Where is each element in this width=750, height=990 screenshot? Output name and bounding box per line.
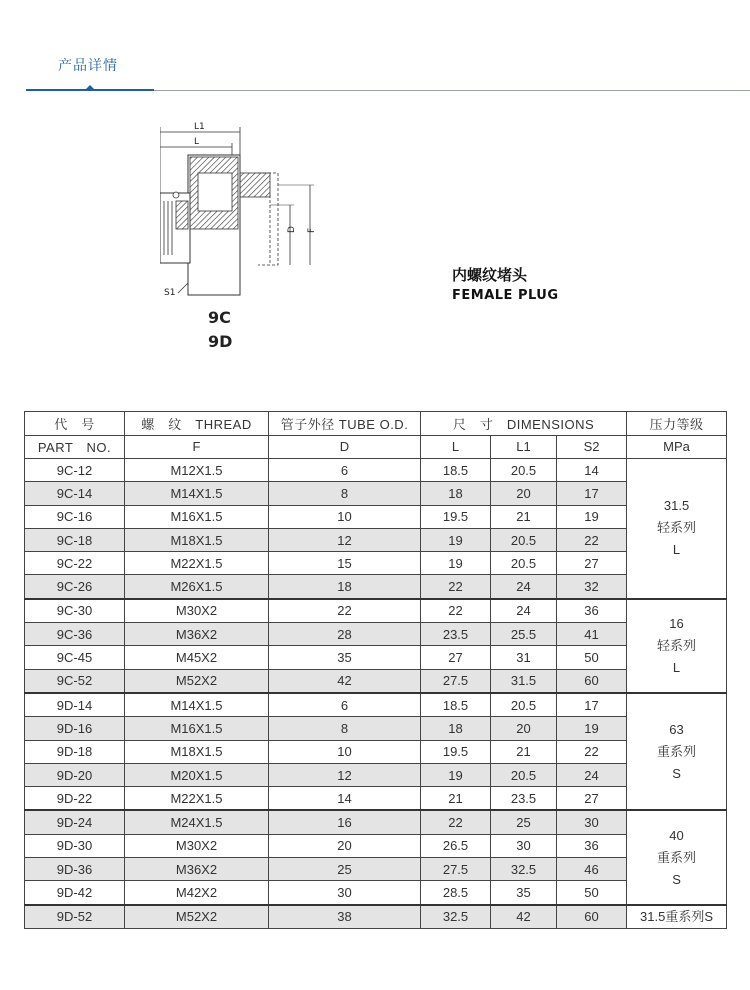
product-name-en: FEMALE PLUG <box>452 288 559 303</box>
divider <box>154 90 750 91</box>
cell-l: 32.5 <box>421 905 491 929</box>
cell-s2: 24 <box>557 763 627 786</box>
cell-part: 9D-16 <box>25 717 125 740</box>
cell-part: 9C-36 <box>25 623 125 646</box>
cell-s2: 19 <box>557 505 627 528</box>
cell-l1: 20 <box>491 717 557 740</box>
cell-s2: 17 <box>557 693 627 717</box>
cell-l1: 20 <box>491 482 557 505</box>
cell-thread: M18X1.5 <box>125 740 269 763</box>
cell-l: 23.5 <box>421 623 491 646</box>
header-part-no: PART NO. <box>25 435 125 459</box>
cell-thread: M14X1.5 <box>125 693 269 717</box>
tab-caret-icon <box>86 85 94 89</box>
cell-d: 18 <box>269 575 421 599</box>
table-header-row <box>25 412 727 436</box>
table-row <box>25 646 727 669</box>
pressure-group-cell <box>627 459 727 599</box>
cell-s2: 30 <box>557 810 627 834</box>
table-row <box>25 482 727 505</box>
cell-part: 9C-45 <box>25 646 125 669</box>
cell-part: 9C-18 <box>25 528 125 551</box>
cell-l1: 20.5 <box>491 459 557 482</box>
pressure-group-cell <box>627 693 727 810</box>
cell-thread: M14X1.5 <box>125 482 269 505</box>
table-row <box>25 763 727 786</box>
dim-label-l: L <box>194 137 200 147</box>
cell-d: 30 <box>269 881 421 905</box>
cell-part: 9D-24 <box>25 810 125 834</box>
cell-s2: 22 <box>557 528 627 551</box>
cell-d: 10 <box>269 740 421 763</box>
dim-label-f: F <box>307 227 317 233</box>
pressure-code: S <box>672 765 681 781</box>
table-row <box>25 575 727 599</box>
cell-thread: M30X2 <box>125 599 269 623</box>
cell-s2: 60 <box>557 905 627 929</box>
cell-l: 28.5 <box>421 881 491 905</box>
spec-table <box>24 411 727 929</box>
cell-l1: 25.5 <box>491 623 557 646</box>
cell-s2: 46 <box>557 858 627 881</box>
cell-thread: M12X1.5 <box>125 459 269 482</box>
cell-l: 19.5 <box>421 740 491 763</box>
table-row <box>25 528 727 551</box>
tab-bar <box>26 48 750 94</box>
cell-l: 27 <box>421 646 491 669</box>
dim-label-d: D <box>287 226 297 233</box>
cell-s2: 27 <box>557 552 627 575</box>
cell-l1: 30 <box>491 834 557 857</box>
cell-d: 15 <box>269 552 421 575</box>
cell-l: 19 <box>421 763 491 786</box>
pressure-series: 轻系列 <box>657 520 697 536</box>
cell-l: 27.5 <box>421 669 491 693</box>
table-row <box>25 905 727 929</box>
cell-l1: 21 <box>491 740 557 763</box>
cell-s2: 22 <box>557 740 627 763</box>
pressure-value: 31.5 <box>663 498 690 514</box>
pressure-group-cell <box>627 599 727 693</box>
cell-part: 9D-14 <box>25 693 125 717</box>
cell-s2: 41 <box>557 623 627 646</box>
cell-s2: 32 <box>557 575 627 599</box>
table-row <box>25 810 727 834</box>
cell-part: 9C-26 <box>25 575 125 599</box>
product-drawing <box>160 115 330 305</box>
cell-part: 9D-52 <box>25 905 125 929</box>
header-d: D <box>269 435 421 459</box>
pressure-group-cell <box>627 810 727 904</box>
cell-d: 16 <box>269 810 421 834</box>
header-pressure: 压力等级 <box>627 412 727 436</box>
cell-part: 9C-14 <box>25 482 125 505</box>
cell-l: 19 <box>421 552 491 575</box>
cell-part: 9D-36 <box>25 858 125 881</box>
cell-l: 22 <box>421 810 491 834</box>
table-row <box>25 787 727 811</box>
cell-d: 35 <box>269 646 421 669</box>
header-f: F <box>125 435 269 459</box>
pressure-value: 31.5重系列S <box>640 908 714 924</box>
product-name-cn: 内螺纹堵头 <box>452 266 528 284</box>
cell-d: 22 <box>269 599 421 623</box>
header-l: L <box>421 435 491 459</box>
table-row <box>25 858 727 881</box>
pressure-series: 轻系列 <box>657 637 697 653</box>
cell-thread: M36X2 <box>125 858 269 881</box>
product-code-9c: 9C <box>208 308 231 327</box>
pressure-code: L <box>672 542 681 558</box>
cell-part: 9D-22 <box>25 787 125 811</box>
header-thread: 螺 纹 THREAD <box>125 412 269 436</box>
cell-l: 18 <box>421 482 491 505</box>
cell-d: 14 <box>269 787 421 811</box>
cell-thread: M52X2 <box>125 905 269 929</box>
cell-part: 9D-18 <box>25 740 125 763</box>
pressure-value: 40 <box>669 827 684 843</box>
cell-l: 18.5 <box>421 459 491 482</box>
cell-part: 9D-20 <box>25 763 125 786</box>
cell-thread: M42X2 <box>125 881 269 905</box>
table-row <box>25 881 727 905</box>
cell-l1: 25 <box>491 810 557 834</box>
product-code-9d: 9D <box>208 332 233 351</box>
cell-d: 12 <box>269 763 421 786</box>
pressure-value: 16 <box>669 615 684 631</box>
cell-thread: M18X1.5 <box>125 528 269 551</box>
tab-product-details[interactable]: 产品详情 <box>58 58 118 74</box>
cell-l1: 42 <box>491 905 557 929</box>
cell-s2: 14 <box>557 459 627 482</box>
cell-l1: 32.5 <box>491 858 557 881</box>
cell-l1: 31.5 <box>491 669 557 693</box>
cell-thread: M16X1.5 <box>125 505 269 528</box>
cell-l1: 23.5 <box>491 787 557 811</box>
cell-d: 6 <box>269 693 421 717</box>
header-part: 代 号 <box>25 412 125 436</box>
cell-l1: 20.5 <box>491 763 557 786</box>
table-row <box>25 552 727 575</box>
cell-s2: 60 <box>557 669 627 693</box>
cell-d: 28 <box>269 623 421 646</box>
cell-d: 20 <box>269 834 421 857</box>
cell-l: 19.5 <box>421 505 491 528</box>
cell-thread: M26X1.5 <box>125 575 269 599</box>
cell-thread: M20X1.5 <box>125 763 269 786</box>
header-l1: L1 <box>491 435 557 459</box>
cell-l1: 20.5 <box>491 552 557 575</box>
table-header-row <box>25 435 727 459</box>
dim-label-s1: S1 <box>164 288 176 298</box>
pressure-series: 重系列 <box>657 849 697 865</box>
cell-l: 21 <box>421 787 491 811</box>
header-s2: S2 <box>557 435 627 459</box>
cell-s2: 17 <box>557 482 627 505</box>
table-row <box>25 623 727 646</box>
cell-s2: 50 <box>557 646 627 669</box>
pressure-value: 63 <box>669 721 684 737</box>
table-row <box>25 717 727 740</box>
cell-l1: 21 <box>491 505 557 528</box>
cell-part: 9C-52 <box>25 669 125 693</box>
table-row <box>25 669 727 693</box>
pressure-code: L <box>672 659 681 675</box>
cell-thread: M30X2 <box>125 834 269 857</box>
cell-s2: 36 <box>557 599 627 623</box>
cell-l: 18 <box>421 717 491 740</box>
cell-l: 22 <box>421 575 491 599</box>
table-row <box>25 740 727 763</box>
cell-s2: 27 <box>557 787 627 811</box>
cell-part: 9C-16 <box>25 505 125 528</box>
cell-l1: 20.5 <box>491 693 557 717</box>
cell-l1: 24 <box>491 599 557 623</box>
cell-l1: 20.5 <box>491 528 557 551</box>
cell-l: 19 <box>421 528 491 551</box>
pressure-group-cell <box>627 905 727 929</box>
cell-thread: M24X1.5 <box>125 810 269 834</box>
cell-d: 8 <box>269 717 421 740</box>
cell-part: 9D-42 <box>25 881 125 905</box>
cell-thread: M22X1.5 <box>125 787 269 811</box>
cell-l1: 35 <box>491 881 557 905</box>
cell-thread: M52X2 <box>125 669 269 693</box>
dim-label-l1: L1 <box>194 122 205 132</box>
table-row <box>25 505 727 528</box>
cell-s2: 50 <box>557 881 627 905</box>
cell-l: 22 <box>421 599 491 623</box>
header-tube: 管子外径 TUBE O.D. <box>269 412 421 436</box>
cell-d: 6 <box>269 459 421 482</box>
cell-thread: M36X2 <box>125 623 269 646</box>
cell-part: 9C-30 <box>25 599 125 623</box>
cell-d: 12 <box>269 528 421 551</box>
table-body <box>25 459 727 929</box>
cell-s2: 19 <box>557 717 627 740</box>
cell-l: 26.5 <box>421 834 491 857</box>
cell-l: 27.5 <box>421 858 491 881</box>
cell-s2: 36 <box>557 834 627 857</box>
cell-part: 9C-22 <box>25 552 125 575</box>
cell-d: 42 <box>269 669 421 693</box>
cell-l1: 31 <box>491 646 557 669</box>
pressure-code: S <box>672 871 681 887</box>
cell-d: 10 <box>269 505 421 528</box>
cell-thread: M45X2 <box>125 646 269 669</box>
tab-active-underline <box>26 89 154 91</box>
cell-thread: M16X1.5 <box>125 717 269 740</box>
table-row <box>25 459 727 482</box>
cell-thread: M22X1.5 <box>125 552 269 575</box>
cell-d: 38 <box>269 905 421 929</box>
header-dimensions: 尺 寸 DIMENSIONS <box>421 412 627 436</box>
cell-d: 25 <box>269 858 421 881</box>
table-row <box>25 834 727 857</box>
cell-part: 9C-12 <box>25 459 125 482</box>
cell-l1: 24 <box>491 575 557 599</box>
cell-l: 18.5 <box>421 693 491 717</box>
pressure-series: 重系列 <box>657 743 697 759</box>
cell-d: 8 <box>269 482 421 505</box>
table-row <box>25 693 727 717</box>
table-row <box>25 599 727 623</box>
header-mpa: MPa <box>627 435 727 459</box>
cell-part: 9D-30 <box>25 834 125 857</box>
